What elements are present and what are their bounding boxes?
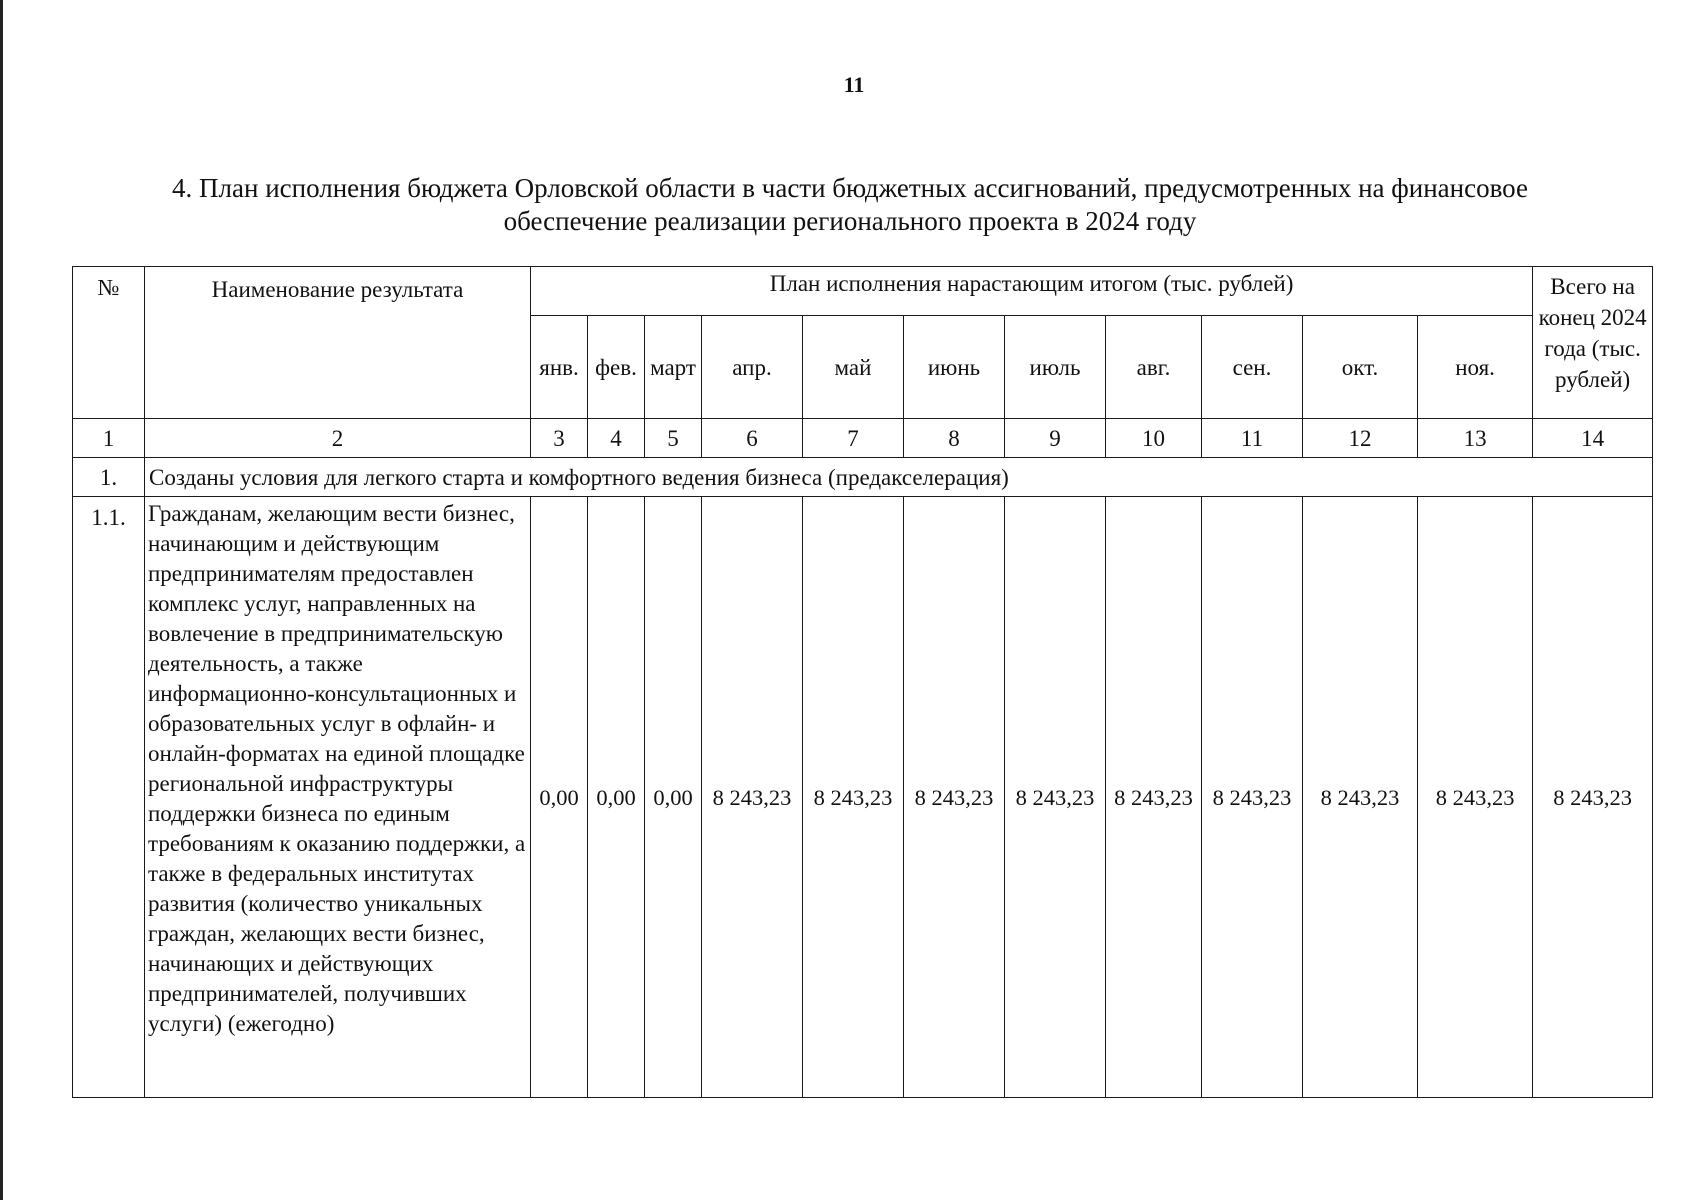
budget-plan-table <box>72 266 1653 1098</box>
month-apr: апр. <box>702 316 803 419</box>
section-number: 1. <box>73 458 145 497</box>
value-may: 8 243,23 <box>803 497 904 1098</box>
header-plan: План исполнения нарастающим итогом (тыс. рублей) <box>531 267 1533 316</box>
month-oct: окт. <box>1303 316 1418 419</box>
column-number: 5 <box>645 419 702 458</box>
month-jul: июль <box>1005 316 1106 419</box>
column-number: 14 <box>1533 419 1653 458</box>
column-number: 10 <box>1106 419 1202 458</box>
row-number: 1.1. <box>73 497 145 1098</box>
value-jun: 8 243,23 <box>904 497 1005 1098</box>
value-jul: 8 243,23 <box>1005 497 1106 1098</box>
header-row <box>73 267 1653 316</box>
column-number: 7 <box>803 419 904 458</box>
value-mar: 0,00 <box>645 497 702 1098</box>
header-no: № <box>73 267 145 419</box>
value-jan: 0,00 <box>531 497 588 1098</box>
column-number: 3 <box>531 419 588 458</box>
column-number: 4 <box>588 419 645 458</box>
column-number: 12 <box>1303 419 1418 458</box>
column-number: 11 <box>1202 419 1303 458</box>
page-number: 11 <box>843 72 865 97</box>
month-sep: сен. <box>1202 316 1303 419</box>
header-total: Всего на конец 2024 года (тыс. рублей) <box>1533 267 1653 419</box>
value-sep: 8 243,23 <box>1202 497 1303 1098</box>
month-mar: март <box>645 316 702 419</box>
column-number: 1 <box>73 419 145 458</box>
title-line-1: 4. План исполнения бюджета Орловской области в части бюджетных ассигнований, предусмотренных на финансовое <box>172 173 1528 203</box>
value-feb: 0,00 <box>588 497 645 1098</box>
column-number: 8 <box>904 419 1005 458</box>
month-feb: фев. <box>588 316 645 419</box>
month-aug: авг. <box>1106 316 1202 419</box>
table-row <box>73 497 1653 1098</box>
column-number: 2 <box>145 419 531 458</box>
document-title <box>120 172 1580 238</box>
value-aug: 8 243,23 <box>1106 497 1202 1098</box>
value-oct: 8 243,23 <box>1303 497 1418 1098</box>
header-result-name: Наименование результата <box>145 267 531 419</box>
value-total: 8 243,23 <box>1533 497 1653 1098</box>
result-name: Гражданам, желающим вести бизнес, начинающим и действующим предпринимателям предоставлен комплекс услуг, направленных на вовлечение в предпринимательскую деятельность, а также информационно-консультационных и образовательных услуг в офлайн- и онлайн-форматах на единой площадке региональной инфраструктуры поддержки бизнеса по единым требованиям к оказанию поддержки, а также в федеральных институтах развития (количество уникальных граждан, желающих вести бизнес, начинающих и действующих предпринимателей, получивших услуги) (ежегодно) <box>145 497 531 1098</box>
month-nov: ноя. <box>1418 316 1533 419</box>
month-may: май <box>803 316 904 419</box>
section-title: Созданы условия для легкого старта и комфортного ведения бизнеса (предакселерация) <box>145 458 1653 497</box>
value-apr: 8 243,23 <box>702 497 803 1098</box>
column-number: 6 <box>702 419 803 458</box>
title-line-2: обеспечение реализации регионального проекта в 2024 году <box>503 206 1197 236</box>
month-jan: янв. <box>531 316 588 419</box>
scan-edge <box>0 0 3 1200</box>
column-number: 13 <box>1418 419 1533 458</box>
value-nov: 8 243,23 <box>1418 497 1533 1098</box>
section-row <box>73 458 1653 497</box>
column-numbers-row <box>73 419 1653 458</box>
month-jun: июнь <box>904 316 1005 419</box>
column-number: 9 <box>1005 419 1106 458</box>
